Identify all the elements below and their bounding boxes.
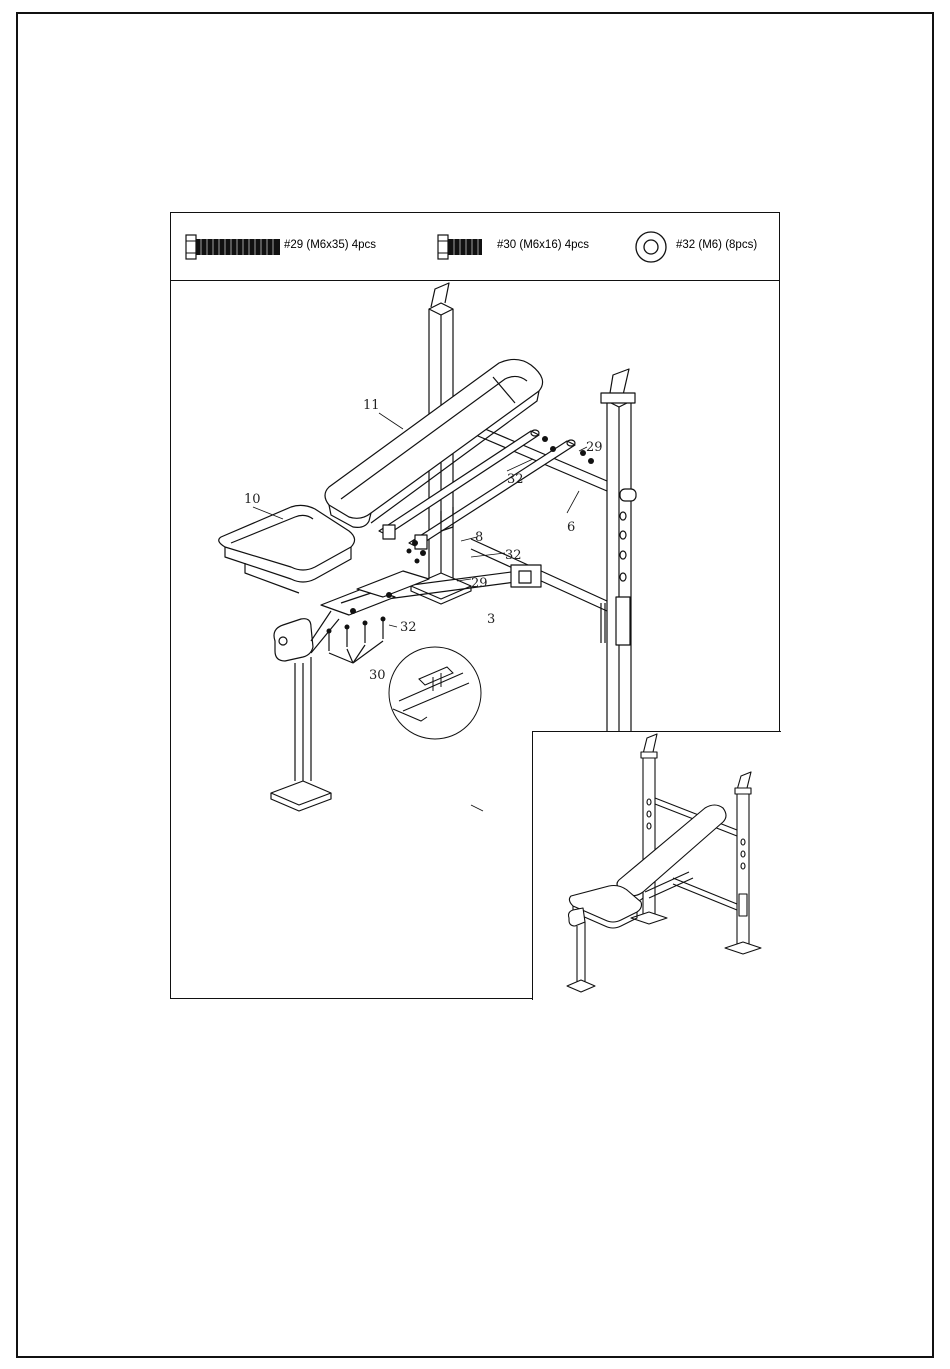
hardware-legend <box>171 213 779 281</box>
callout-bolt-top: 29 <box>586 440 603 455</box>
callout-backrest: 11 <box>363 398 380 413</box>
assembled-bench-drawing <box>533 732 781 1000</box>
inset-backrest <box>617 805 726 902</box>
short-bolt-label: #30 (M6x16) 4pcs <box>497 239 590 251</box>
callout-washer-top: 32 <box>507 472 524 487</box>
seat-pad <box>219 505 355 593</box>
inset-rear-right-upright <box>725 772 761 954</box>
inset-low-cross-tube <box>673 878 737 904</box>
washer-label: #32 (M6) (8pcs) <box>676 239 758 251</box>
callout-main-tube: 3 <box>487 612 496 627</box>
callout-frame-tube: 6 <box>567 520 576 535</box>
callout-washer-mid: 32 <box>505 548 522 563</box>
short-bolt-icon <box>437 233 487 261</box>
long-bolt-icon <box>185 233 283 261</box>
callout-seat: 10 <box>244 492 261 507</box>
seat-bracket <box>321 571 429 615</box>
callout-support-bar: 8 <box>475 530 484 545</box>
assembled-bench-inset <box>532 731 781 1000</box>
detail-circle <box>389 647 481 739</box>
assembly-figure <box>170 212 780 999</box>
long-bolt-label: #29 (M6x35) 4pcs <box>284 239 377 251</box>
inset-front-leg <box>567 908 595 992</box>
bolts-30 <box>329 621 383 663</box>
callout-bolt-mid: 29 <box>471 576 488 591</box>
callout-washer-low: 32 <box>400 620 417 635</box>
callout-bolt-low: 30 <box>369 668 386 683</box>
washer-icon <box>634 230 668 264</box>
